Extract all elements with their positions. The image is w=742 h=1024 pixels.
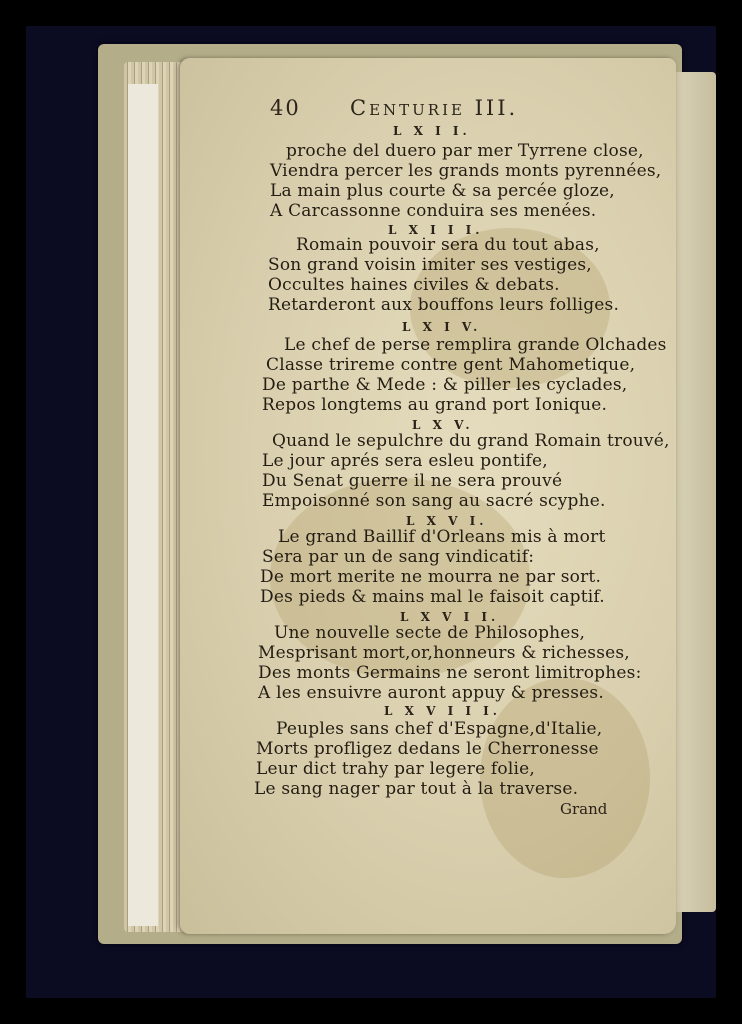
verse-line: Classe trireme contre gent Mahometique, xyxy=(266,355,636,375)
verse-line: Quand le sepulchre du grand Romain trouvé, xyxy=(272,431,670,451)
verse-line: A les ensuivre auront appuy & presses. xyxy=(258,683,604,703)
verse-line: Morts profligez dedans le Cherronesse xyxy=(256,739,599,759)
verse-line: De mort merite ne mourra ne par sort. xyxy=(260,567,602,587)
verse-line: Le sang nager par tout à la traverse. xyxy=(254,779,579,799)
verse-line: Sera par un de sang vindicatif: xyxy=(262,547,535,567)
verse-line: Peuples sans chef d'Espagne,d'Italie, xyxy=(276,719,603,739)
verse-line: A Carcassonne conduira ses menées. xyxy=(270,201,597,221)
quatrain-number: L X V I I I. xyxy=(384,704,501,718)
verse-line: Empoisonné son sang au sacré scyphe. xyxy=(262,491,606,511)
verse-line: Des monts Germains ne seront limitrophes: xyxy=(258,663,642,683)
verse-line: Retarderont aux bouffons leurs folliges. xyxy=(268,295,620,315)
quatrain-number: L X V I. xyxy=(406,514,488,528)
inserted-sheet xyxy=(128,84,158,926)
verse-line: Le grand Baillif d'Orleans mis à mort xyxy=(278,527,606,547)
verse-line: De parthe & Mede : & piller les cyclades, xyxy=(262,375,628,395)
verse-line: Du Senat guerre il ne sera prouvé xyxy=(262,471,563,491)
verse-line: Repos longtems au grand port Ionique. xyxy=(262,395,608,415)
quatrain-number: L X V. xyxy=(412,418,474,432)
verse-line: Viendra percer les grands monts pyrennées, xyxy=(270,161,662,181)
quatrain-number: L X V I I. xyxy=(400,610,500,624)
quatrain-number: L X I I I. xyxy=(388,223,484,237)
verse-line: Le jour aprés sera esleu pontife, xyxy=(262,451,548,471)
verse-line: La main plus courte & sa percée gloze, xyxy=(270,181,615,201)
quatrain-number: L X I I. xyxy=(393,124,471,138)
verse-line: Leur dict trahy par legere folie, xyxy=(256,759,535,779)
verse-line: Une nouvelle secte de Philosophes, xyxy=(274,623,586,643)
verse-line: Des pieds & mains mal le faisoit captif. xyxy=(260,587,605,607)
verse-line: Le chef de perse remplira grande Olchades xyxy=(284,335,667,355)
catchword: Grand xyxy=(560,800,608,818)
verse-line: Mesprisant mort,or,honneurs & richesses, xyxy=(258,643,630,663)
verse-line: proche del duero par mer Tyrrene close, xyxy=(286,141,644,161)
verse-line: Occultes haines civiles & debats. xyxy=(268,275,560,295)
page-number: 40 xyxy=(270,96,301,120)
running-head: Centurie III. xyxy=(350,96,519,120)
verse-line: Son grand voisin imiter ses vestiges, xyxy=(268,255,592,275)
quatrain-number: L X I V. xyxy=(402,320,482,334)
verse-line: Romain pouvoir sera du tout abas, xyxy=(296,235,600,255)
